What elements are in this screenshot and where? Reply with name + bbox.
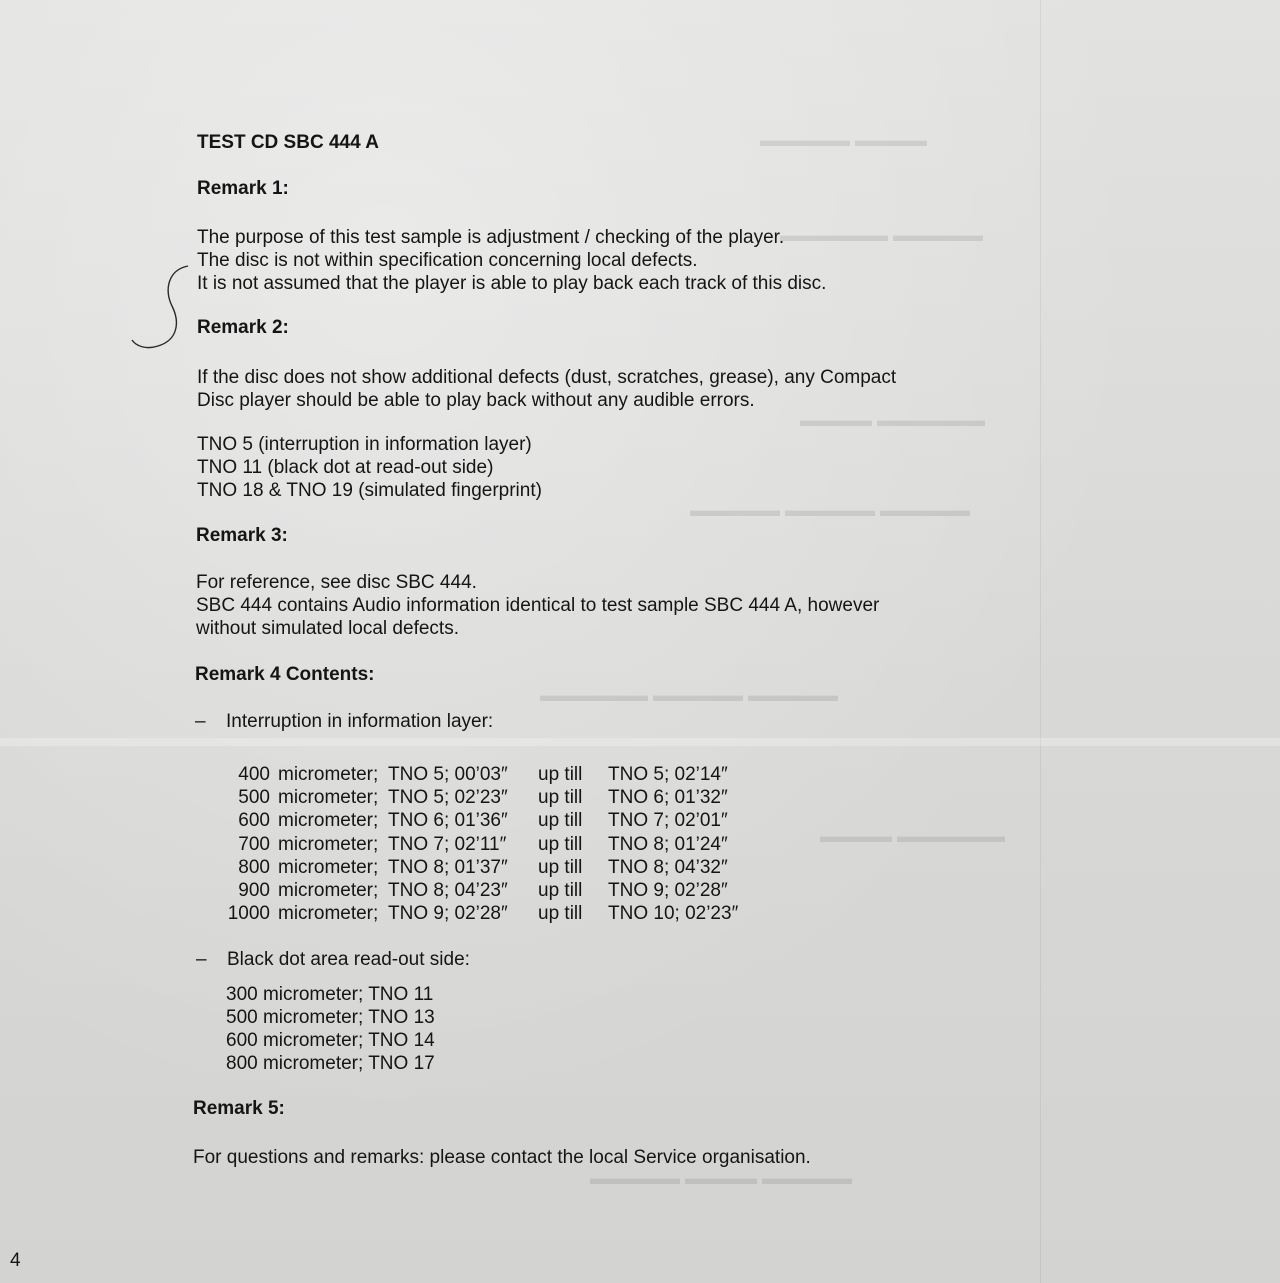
interruption-row: [218, 856, 818, 879]
start-position: TNO 8; 04’23″: [388, 880, 508, 902]
bleed-through-texture: ▬▬▬▬▬ ▬▬▬▬ ▬▬▬▬▬: [590, 1168, 853, 1188]
unit-label: micrometer;: [278, 787, 379, 809]
remark-2-line: If the disc does not show additional defects (dust, scratches, grease), any Compact: [197, 367, 897, 388]
unit-label: micrometer;: [278, 903, 379, 925]
interruption-table: [218, 763, 818, 925]
unit-label: micrometer;: [278, 856, 379, 878]
remark-2-text: [197, 366, 896, 412]
range-word: up till: [538, 764, 583, 785]
end-position: TNO 8; 01’24″: [608, 833, 728, 855]
defect-size: 800: [238, 856, 270, 878]
tno-defect-item: TNO 5 (interruption in information layer): [197, 434, 532, 455]
end-position: TNO 5; 02’14″: [608, 764, 728, 785]
end-position: TNO 10; 02’23″: [608, 903, 739, 925]
remark-1-heading: Remark 1:: [197, 178, 289, 199]
defect-size: 600: [238, 810, 270, 832]
end-position: TNO 8; 04’32″: [608, 856, 728, 878]
range-word: up till: [538, 856, 583, 878]
defect-size: 400: [238, 764, 270, 785]
unit-label: micrometer;: [278, 810, 379, 832]
bleed-through-texture: ▬▬▬▬▬▬ ▬▬▬▬: [820, 826, 1006, 846]
remark-3-line: without simulated local defects.: [196, 618, 459, 639]
remark-4-heading: Remark 4 Contents:: [195, 664, 375, 685]
remark-1-text: [197, 226, 826, 295]
page-fold-shadow: [1040, 0, 1041, 1283]
range-word: up till: [538, 787, 583, 809]
interruption-row: [218, 879, 818, 902]
remark-1-line: It is not assumed that the player is able to play back each track of this disc.: [197, 273, 827, 294]
tno-defect-list: [197, 433, 542, 502]
end-position: TNO 9; 02’28″: [608, 880, 728, 902]
black-dot-row: 300 micrometer; TNO 11: [226, 984, 434, 1005]
start-position: TNO 9; 02’28″: [388, 903, 508, 925]
end-position: TNO 7; 02’01″: [608, 810, 728, 832]
page-number: 4: [10, 1250, 21, 1271]
defect-size: 900: [238, 880, 270, 902]
bleed-through-texture: ▬▬▬▬▬ ▬▬▬▬▬▬: [780, 225, 984, 245]
scan-band: [0, 738, 1280, 746]
start-position: TNO 6; 01’36″: [388, 810, 508, 832]
black-dot-row: 500 micrometer; TNO 13: [226, 1007, 435, 1028]
black-dot-row: 800 micrometer; TNO 17: [226, 1053, 435, 1074]
start-position: TNO 8; 01’37″: [388, 856, 508, 878]
start-position: TNO 5; 00’03″: [388, 764, 508, 785]
list-dash: –: [195, 711, 206, 732]
remark-1-line: The disc is not within specification concerning local defects.: [197, 250, 698, 271]
remark-3-line: For reference, see disc SBC 444.: [196, 572, 477, 593]
bleed-through-texture: ▬▬▬▬▬ ▬▬▬▬▬ ▬▬▬▬▬▬: [540, 685, 839, 705]
black-dot-row: 600 micrometer; TNO 14: [226, 1030, 435, 1051]
start-position: TNO 5; 02’23″: [388, 787, 508, 809]
interruption-row: [218, 786, 818, 809]
end-position: TNO 6; 01’32″: [608, 787, 728, 809]
unit-label: micrometer;: [278, 880, 379, 902]
remark-3-heading: Remark 3:: [196, 525, 288, 546]
interruption-label: Interruption in information layer:: [226, 711, 494, 732]
tno-defect-item: TNO 11 (black dot at read-out side): [197, 457, 494, 478]
document-title: TEST CD SBC 444 A: [197, 132, 379, 153]
interruption-row: [218, 902, 818, 925]
remark-3-line: SBC 444 contains Audio information identical to test sample SBC 444 A, however: [196, 595, 880, 616]
handwritten-bracket-mark: [128, 262, 198, 357]
remark-5-text: For questions and remarks: please contact the local Service organisation.: [193, 1147, 811, 1168]
defect-size: 500: [238, 787, 270, 809]
remark-1-line: The purpose of this test sample is adjustment / checking of the player.: [197, 227, 785, 248]
range-word: up till: [538, 880, 583, 902]
interruption-row: [218, 833, 818, 856]
tno-defect-item: TNO 18 & TNO 19 (simulated fingerprint): [197, 480, 542, 501]
defect-size: 700: [238, 833, 270, 855]
range-word: up till: [538, 833, 583, 855]
remark-2-heading: Remark 2:: [197, 317, 289, 338]
unit-label: micrometer;: [278, 833, 379, 855]
range-word: up till: [538, 810, 583, 832]
unit-label: micrometer;: [278, 764, 379, 785]
interruption-row: [218, 763, 818, 786]
list-dash: –: [196, 949, 207, 970]
interruption-row: [218, 809, 818, 832]
range-word: up till: [538, 903, 583, 925]
bleed-through-texture: ▬▬▬▬ ▬▬▬▬▬: [760, 130, 928, 150]
remark-2-line: Disc player should be able to play back without any audible errors.: [197, 390, 755, 411]
black-dot-label: Black dot area read-out side:: [227, 949, 470, 970]
bleed-through-texture: ▬▬▬▬▬ ▬▬▬▬▬ ▬▬▬▬▬: [690, 500, 971, 520]
remark-5-heading: Remark 5:: [193, 1098, 285, 1119]
bleed-through-texture: ▬▬▬▬▬▬ ▬▬▬▬: [800, 410, 986, 430]
start-position: TNO 7; 02’11″: [388, 833, 507, 855]
black-dot-list: [226, 983, 435, 1075]
remark-3-text: [196, 571, 879, 640]
defect-size: 1000: [227, 903, 270, 925]
